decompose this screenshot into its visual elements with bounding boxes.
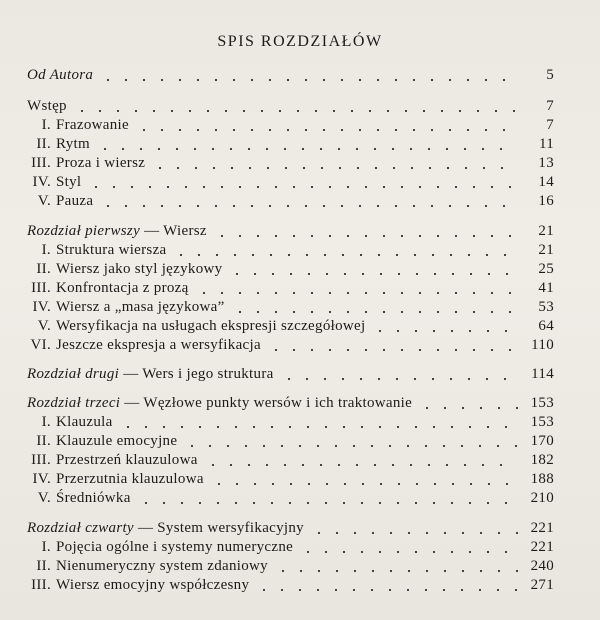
toc-entry-number: IV. — [32, 174, 51, 190]
toc-entry-page-number: 188 — [530, 471, 554, 487]
toc-entry-label — [27, 318, 365, 335]
toc-entry[interactable] — [27, 471, 554, 491]
dot-leader — [137, 501, 518, 505]
toc-entry[interactable] — [27, 520, 554, 540]
toc-entry-label — [27, 193, 93, 210]
toc-entry[interactable] — [27, 433, 554, 453]
toc-entry[interactable] — [27, 414, 554, 434]
toc-entry-page-number: 21 — [538, 223, 554, 239]
toc-entry-title: Konfrontacja z prozą — [56, 280, 189, 296]
toc-entry-chapter-name: Od Autora — [27, 67, 94, 83]
dot-leader — [172, 253, 518, 257]
toc-entry[interactable] — [27, 155, 554, 175]
toc-entry-title: Rytm — [56, 136, 90, 152]
dot-leader — [310, 531, 518, 535]
toc-entry-number: III. — [31, 280, 51, 296]
toc-entry[interactable] — [27, 117, 554, 137]
toc-entry-page-number: 271 — [530, 577, 554, 593]
toc-entry-label — [27, 433, 177, 450]
toc-entry-page-number: 16 — [538, 193, 554, 209]
toc-entry[interactable] — [27, 539, 554, 559]
dot-leader — [151, 166, 518, 170]
toc-entry-number: V. — [37, 490, 51, 506]
toc-entry-title: Klauzula — [56, 414, 113, 430]
toc-entry-label — [27, 577, 249, 594]
toc-entry-page-number: 182 — [530, 452, 554, 468]
dot-leader — [371, 329, 518, 333]
toc-entry-page-number: 110 — [531, 337, 554, 353]
toc-entry-number: II. — [36, 558, 51, 574]
toc-entry-page-number: 170 — [530, 433, 554, 449]
toc-entry[interactable] — [27, 242, 554, 262]
toc-entry-chapter-name: Rozdział pierwszy — [27, 223, 141, 239]
toc-entry-label — [27, 98, 67, 115]
dot-leader — [204, 463, 518, 467]
dot-leader — [210, 482, 518, 486]
toc-entry-label — [27, 223, 207, 240]
dot-leader — [99, 204, 518, 208]
dot-leader — [255, 588, 518, 592]
toc-entry-label — [27, 414, 113, 431]
toc-entry-number: VI. — [30, 337, 51, 353]
toc-entry-number: II. — [36, 136, 51, 152]
toc-entry-page-number: 7 — [546, 98, 554, 114]
toc-entry-label — [27, 242, 166, 259]
toc-entry-page-number: 25 — [538, 261, 554, 277]
toc-entry[interactable] — [27, 490, 554, 510]
toc-entry-title: Wiersz jako styl językowy — [56, 261, 223, 277]
toc-entry-page-number: 13 — [538, 155, 554, 171]
toc-entry[interactable] — [27, 67, 554, 87]
toc-entry-page-number: 240 — [530, 558, 554, 574]
dot-leader — [418, 406, 518, 410]
toc-entry-label — [27, 117, 129, 134]
toc-entry-title: — Węzłowe punkty wersów i ich traktowanie — [120, 395, 413, 411]
toc-entry-title: — Wers i jego struktura — [119, 366, 274, 382]
toc-entry-page-number: 153 — [530, 395, 554, 411]
toc-entry-page-number: 14 — [538, 174, 554, 190]
dot-leader — [195, 291, 518, 295]
toc-entry-label — [27, 155, 145, 172]
toc-entry-label — [27, 395, 412, 412]
dot-leader — [228, 272, 518, 276]
toc-entry-page-number: 221 — [530, 520, 554, 536]
toc-entry-title: Styl — [56, 174, 82, 190]
toc-entry-title: Jeszcze ekspresja a wersyfikacja — [56, 337, 261, 353]
toc-entry-label — [27, 280, 189, 297]
toc-entry-number: I. — [41, 539, 51, 555]
toc-entry[interactable] — [27, 337, 554, 357]
dot-leader — [274, 569, 518, 573]
toc-entry-title: Wiersz emocyjny współczesny — [56, 577, 250, 593]
toc-entry-number: I. — [41, 414, 51, 430]
toc-entry-label — [27, 337, 261, 354]
toc-entry-number: V. — [37, 193, 51, 209]
dot-leader — [99, 78, 518, 82]
toc-entry-number: I. — [41, 117, 51, 133]
toc-entry-title: Struktura wiersza — [56, 242, 167, 258]
toc-entry[interactable] — [27, 261, 554, 281]
toc-entry-page-number: 41 — [538, 280, 554, 296]
toc-entry[interactable] — [27, 366, 554, 386]
toc-entry-page-number: 53 — [538, 299, 554, 315]
toc-entry-title: Pojęcia ogólne i systemy numeryczne — [56, 539, 294, 555]
toc-entry-title: Przestrzeń klauzulowa — [56, 452, 198, 468]
toc-entry[interactable] — [27, 558, 554, 578]
toc-entry-page-number: 153 — [530, 414, 554, 430]
toc-entry-number: IV. — [32, 471, 51, 487]
dot-leader — [73, 109, 518, 113]
toc-entry-chapter-name: Rozdział drugi — [27, 366, 120, 382]
toc-entry-title: Nienumeryczny system zdaniowy — [56, 558, 268, 574]
toc-entry[interactable] — [27, 223, 554, 243]
dot-leader — [96, 147, 518, 151]
toc-entry-page-number: 7 — [546, 117, 554, 133]
toc-entry-label — [27, 520, 304, 537]
toc-entry-label — [27, 67, 93, 84]
toc-entry-page-number: 21 — [538, 242, 554, 258]
toc-entry-label — [27, 558, 268, 575]
toc-entry-page-number: 221 — [530, 539, 554, 555]
toc-entry-label — [27, 299, 225, 316]
toc-entry-number: III. — [31, 452, 51, 468]
toc-entry[interactable] — [27, 98, 554, 118]
toc-entry-page-number: 210 — [530, 490, 554, 506]
toc-entry-page-number: 5 — [546, 67, 554, 83]
toc-entry-number: I. — [41, 242, 51, 258]
toc-entry[interactable] — [27, 299, 554, 319]
toc-entry-title: Wstęp — [27, 98, 67, 114]
toc-entry-title: — System wersyfikacyjny — [133, 520, 304, 536]
toc-entry-chapter-name: Rozdział czwarty — [27, 520, 134, 536]
toc-entry-label — [27, 261, 222, 278]
dot-leader — [183, 444, 518, 448]
dot-leader — [213, 234, 518, 238]
toc-entry[interactable] — [27, 577, 554, 597]
toc-entry-label — [27, 490, 131, 507]
toc-entry-title: — Wiersz — [140, 223, 207, 239]
toc-entry[interactable] — [27, 136, 554, 156]
toc-entry-title: Pauza — [56, 193, 94, 209]
toc-entry-label — [27, 471, 204, 488]
toc-entry-label — [27, 174, 81, 191]
toc-entry-number: III. — [31, 577, 51, 593]
toc-entry-number: II. — [36, 433, 51, 449]
toc-entry[interactable] — [27, 174, 554, 194]
dot-leader — [280, 377, 518, 381]
toc-entry-chapter-name: Rozdział trzeci — [27, 395, 121, 411]
dot-leader — [231, 310, 518, 314]
toc-entry-number: III. — [31, 155, 51, 171]
toc-entry-title: Wiersz a „masa językowa” — [56, 299, 225, 315]
toc-entry-label — [27, 366, 274, 383]
dot-leader — [87, 185, 518, 189]
toc-entry-page-number: 114 — [531, 366, 554, 382]
toc-entry-title: Przerzutnia klauzulowa — [56, 471, 204, 487]
toc-entry-number: V. — [37, 318, 51, 334]
page-title: SPIS ROZDZIAŁÓW — [217, 33, 383, 50]
toc-entry[interactable] — [27, 395, 554, 415]
toc-entry-title: Wersyfikacja na usługach ekspresji szczegółowej — [56, 318, 366, 334]
toc-entry[interactable] — [27, 193, 554, 213]
toc-entry-title: Średniówka — [56, 490, 131, 506]
dot-leader — [267, 348, 518, 352]
toc-entry[interactable] — [27, 318, 554, 338]
toc-entry-page-number: 11 — [538, 136, 554, 152]
toc-entry-page-number: 64 — [538, 318, 554, 334]
toc-entry-label — [27, 136, 90, 153]
dot-leader — [135, 128, 518, 132]
toc-entry-label — [27, 452, 198, 469]
dot-leader — [119, 425, 518, 429]
toc-entry-title: Klauzule emocyjne — [56, 433, 178, 449]
toc-entry-title: Frazowanie — [56, 117, 129, 133]
toc-entry-number: II. — [36, 261, 51, 277]
dot-leader — [299, 550, 518, 554]
toc-entry-label — [27, 539, 293, 556]
toc-entry[interactable] — [27, 280, 554, 300]
toc-entry-title: Proza i wiersz — [56, 155, 146, 171]
toc-entry-number: IV. — [32, 299, 51, 315]
toc-entry[interactable] — [27, 452, 554, 472]
